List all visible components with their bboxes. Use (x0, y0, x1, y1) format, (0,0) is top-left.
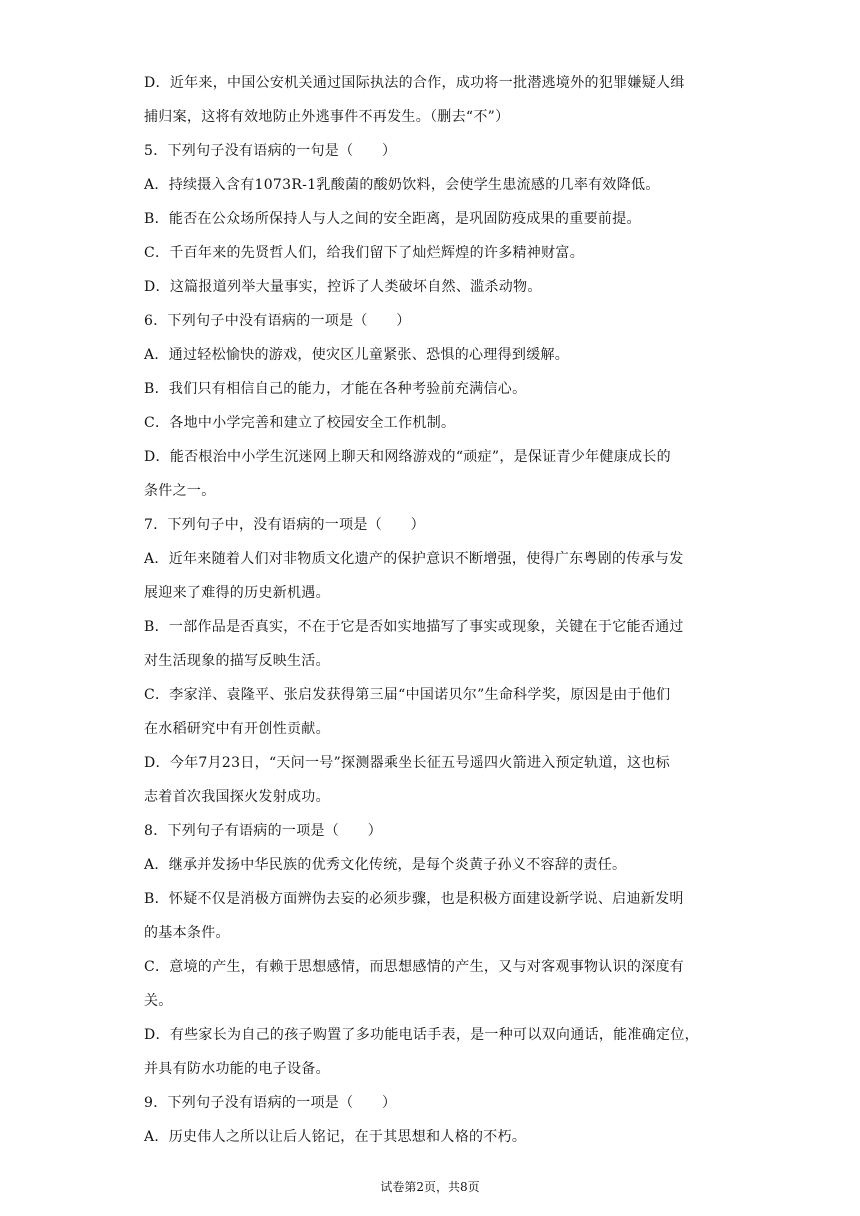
question-8-stem: 8．下列句子有语病的一项是（ ） (144, 823, 383, 839)
question-7-option-d-cont: 志着首次我国探火发射成功。 (144, 789, 330, 805)
question-7-option-a-cont: 展迎来了难得的历史新机遇。 (144, 585, 330, 601)
question-7-option-c-cont: 在水稻研究中有开创性贡献。 (144, 721, 330, 737)
text-line: 捕归案，这将有效地防止外逃事件不再发生。（删去“不”） (144, 109, 510, 125)
question-8-option-b-cont: 的基本条件。 (144, 925, 230, 941)
question-5-option-c: C．千百年来的先贤哲人们，给我们留下了灿烂辉煌的许多精神财富。 (144, 245, 585, 261)
question-8-option-a: A．继承并发扬中华民族的优秀文化传统，是每个炎黄子孙义不容辞的责任。 (144, 857, 627, 873)
question-7-option-d: D．今年7月23日，“天问一号”探测器乘坐长征五号遥四火箭进入预定轨道，这也标 (144, 755, 670, 771)
question-9-option-a: A．历史伟人之所以让后人铭记，在于其思想和人格的不朽。 (144, 1129, 527, 1145)
question-7-option-b: B．一部作品是否真实，不在于它是否如实地描写了事实或现象，关键在于它能否通过 (144, 619, 684, 635)
question-7-option-c: C．李家洋、袁隆平、张启发获得第三届“中国诺贝尔”生命科学奖，原因是由于他们 (144, 687, 671, 703)
question-8-option-b: B．怀疑不仅是消极方面辨伪去妄的必须步骤，也是积极方面建设新学说、启迪新发明 (144, 891, 684, 907)
question-7-stem: 7．下列句子中，没有语病的一项是（ ） (144, 517, 425, 533)
page-footer: 试卷第2页，共8页 (380, 1180, 480, 1194)
question-5-option-b: B．能否在公众场所保持人与人之间的安全距离，是巩固防疫成果的重要前提。 (144, 211, 641, 227)
question-6-option-c: C．各地中小学完善和建立了校园安全工作机制。 (144, 415, 456, 431)
question-8-option-c: C．意境的产生，有赖于思想感情，而思想感情的产生，又与对客观事物认识的深度有 (144, 959, 685, 975)
question-text-block (144, 66, 716, 1154)
question-5-option-d: D．这篇报道列举大量事实，控诉了人类破坏自然、滥杀动物。 (144, 279, 542, 295)
question-6-option-d: D．能否根治中小学生沉迷网上聊天和网络游戏的“顽症”，是保证青少年健康成长的 (144, 449, 671, 465)
question-7-option-b-cont: 对生活现象的描写反映生活。 (144, 653, 330, 669)
question-7-option-a: A．近年来随着人们对非物质文化遗产的保护意识不断增强，使得广东粤剧的传承与发 (144, 551, 684, 567)
question-8-option-d: D．有些家长为自己的孩子购置了多功能电话手表，是一种可以双向通话，能准确定位， (144, 1027, 699, 1043)
question-5-option-a: A．持续摄入含有1073R-1乳酸菌的酸奶饮料，会使学生患流感的几率有效降低。 (144, 177, 660, 193)
question-6-option-a: A．通过轻松愉快的游戏，使灾区儿童紧张、恐惧的心理得到缓解。 (144, 347, 570, 363)
question-8-option-d-cont: 并具有防水功能的电子设备。 (144, 1061, 330, 1077)
question-8-option-c-cont: 关。 (144, 993, 173, 1009)
question-6-option-b: B．我们只有相信自己的能力，才能在各种考验前充满信心。 (144, 381, 527, 397)
question-5-stem: 5．下列句子没有语病的一句是（ ） (144, 143, 397, 159)
question-6-option-d-cont: 条件之一。 (144, 483, 216, 499)
question-9-stem: 9．下列句子没有语病的一项是（ ） (144, 1095, 397, 1111)
text-line: D．近年来，中国公安机关通过国际执法的合作，成功将一批潜逃境外的犯罪嫌疑人缉 (144, 75, 685, 91)
question-6-stem: 6．下列句子中没有语病的一项是（ ） (144, 313, 411, 329)
